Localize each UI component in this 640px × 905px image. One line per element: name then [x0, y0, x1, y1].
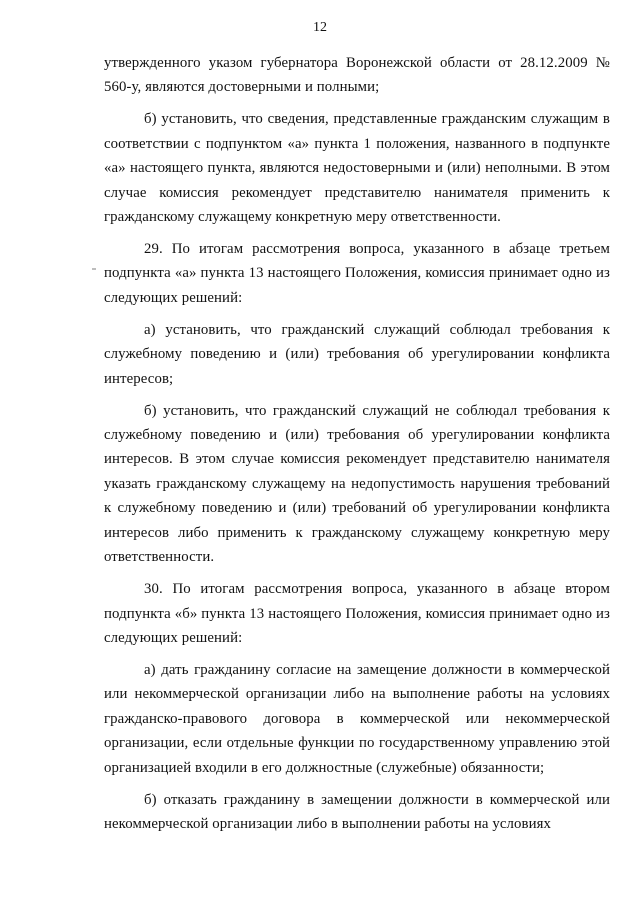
- paragraph-30a: а) дать гражданину согласие на замещение должности в коммерческой или некоммерческой организации либо на выполнение работы на условиях гражданско-правового договора в коммерческой или некоммерческой организации, если отдельные функции по государственному управлению этой организацией входили в его должностные (служебные) обязанности;: [104, 661, 610, 776]
- paragraph-29: 29. По итогам рассмотрения вопроса, указанного в абзаце третьем подпункта «а» пункта 13 настоящего Положения, комиссия принимает одно из следующих решений:: [104, 241, 610, 306]
- page-number: 12: [313, 20, 327, 35]
- scan-mark: [92, 268, 96, 270]
- paragraph-29a: а) установить, что гражданский служащий соблюдал требования к служебному поведению и (или) требования об урегулировании конфликта интересов;: [104, 321, 610, 387]
- paragraph-continuation: утвержденного указом губернатора Воронежской области от 28.12.2009 № 560-у, являются достоверными и полными;: [104, 55, 610, 96]
- paragraph-28b: б) установить, что сведения, представленные гражданским служащим в соответствии с подпунктом «а» пункта 1 положения, названного в подпункте «а» настоящего пункта, являются недостоверными и (или) неполными. В этом случае комиссия рекомендует представителю нанимателя применить к гражданскому служащему конкретную меру ответственности.: [104, 111, 610, 226]
- document-body: [104, 51, 610, 844]
- paragraph-30b: б) отказать гражданину в замещении должности в коммерческой или некоммерческой организации либо в выполнении работы на условиях: [104, 791, 610, 832]
- paragraph-29b: б) установить, что гражданский служащий не соблюдал требования к служебному поведению и (или) требования об урегулировании конфликта интересов. В этом случае комиссия рекомендует представителю нанимателя указать гражданскому служащему на недопустимость нарушения требований к служебному поведению и (или) требований об урегулировании конфликта интересов либо применить к гражданскому служащему конкретную меру ответственности.: [104, 402, 610, 566]
- paragraph-30: 30. По итогам рассмотрения вопроса, указанного в абзаце втором подпункта «б» пункта 13 настоящего Положения, комиссия принимает одно из следующих решений:: [104, 581, 610, 646]
